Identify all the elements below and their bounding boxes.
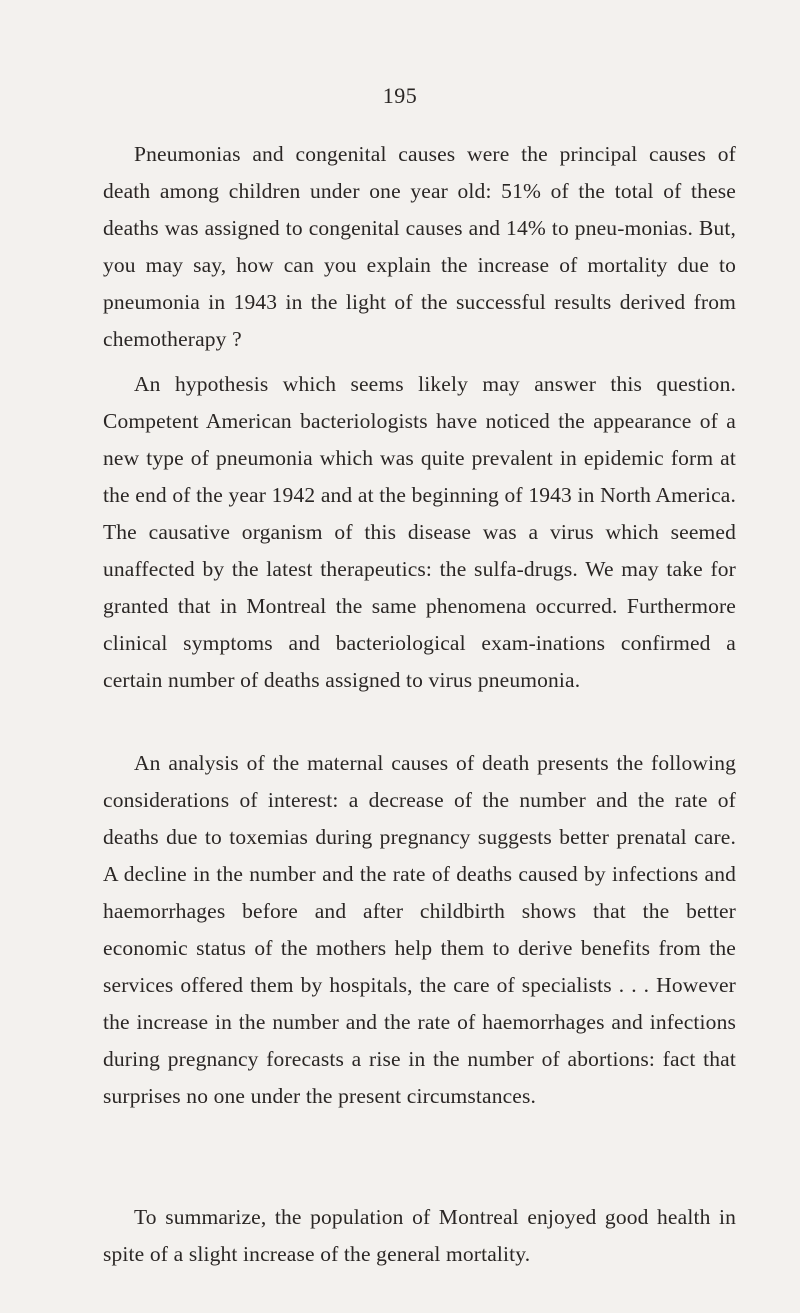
paragraph-text: An analysis of the maternal causes of death presents the following considerations of interest: a decrease of the number and the rate of deaths due to toxemias during pregnancy suggests better prenatal care. A decline in the number and the rate of deaths caused by infections and haemorrhages before and after childbirth shows that the better economic status of the mothers help them to derive benefits from the services offered them by hospitals, the care of specialists . . . However the increase in the number and the rate of haemorrhages and infections during pregnancy forecasts a rise in the number of abortions: fact that surprises no one under the present circumstances.: [103, 751, 736, 1108]
paragraph-text: To summarize, the population of Montreal enjoyed good health in spite of a slight increase of the general mortality.: [103, 1205, 736, 1266]
page-number: 195: [382, 83, 418, 108]
paragraph-text: An hypothesis which seems likely may answer this question. Competent American bacteriologists have noticed the appearance of a new type of pneumonia which was quite prevalent in epidemic form at the end of the year 1942 and at the beginning of 1943 in North America. The causative organism of this disease was a virus which seemed unaffected by the latest therapeutics: the sulfa-drugs. We may take for granted that in Montreal the same phenomena occurred. Furthermore clinical symptoms and bacteriological exam-inations confirmed a certain number of deaths assigned to virus pneumonia.: [103, 372, 736, 692]
paragraph-text: Pneumonias and congenital causes were the principal causes of death among children under one year old: 51% of the total of these deaths was assigned to congenital causes and 14% to pneu-monias. But, you may say, how can you explain the increase of mortality due to pneumonia in 1943 in the light of the successful results derived from chemotherapy ?: [103, 142, 736, 351]
paragraph-virus-hypothesis: [103, 366, 736, 699]
paragraph-maternal-causes: [103, 745, 736, 1115]
paragraph-summary: [103, 1199, 736, 1273]
paragraph-infant-mortality: [103, 136, 736, 358]
